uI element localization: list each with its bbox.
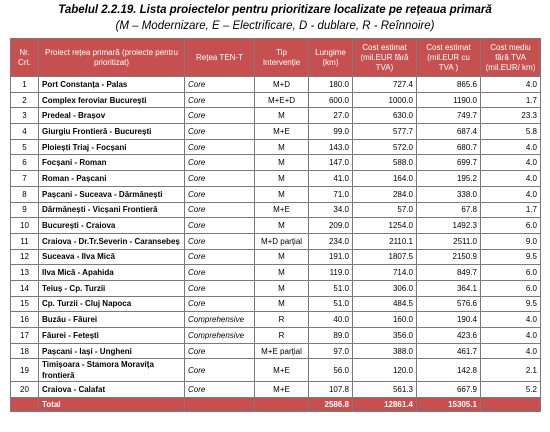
cell-tip: M: [255, 296, 309, 312]
cell-cost-fara-tva: 57.0: [353, 202, 417, 218]
table-row: [11, 171, 541, 187]
cell-cost-mediu: 23.3: [481, 108, 541, 124]
table-row: [11, 382, 541, 398]
cell-cost-fara-tva: 284.0: [353, 186, 417, 202]
cell-cost-mediu: 4.0: [481, 139, 541, 155]
cell-cost-cu-tva: 461.7: [417, 343, 481, 359]
cell-lungime: 191.0: [309, 249, 353, 265]
cell-cost-fara-tva: 588.0: [353, 155, 417, 171]
cell-nr: 3: [11, 108, 39, 124]
cell-cost-mediu: 4.0: [481, 155, 541, 171]
cell-proiect: Port Constanța - Palas: [39, 77, 185, 93]
cell-cost-cu-tva: 849.7: [417, 265, 481, 281]
table-row: [11, 155, 541, 171]
cell-cost-mediu: 9.0: [481, 233, 541, 249]
cell-cost-fara-tva: 164.0: [353, 171, 417, 187]
cell-retea: Core: [185, 77, 255, 93]
cell-cost-mediu: 4.0: [481, 186, 541, 202]
cell-nr: 4: [11, 124, 39, 140]
cell-cost-cu-tva: 338.0: [417, 186, 481, 202]
cell-retea: Core: [185, 202, 255, 218]
cell-nr: 10: [11, 218, 39, 234]
total-tip: [255, 398, 309, 412]
cell-nr: 6: [11, 155, 39, 171]
table-row: [11, 359, 541, 382]
cell-retea: Core: [185, 280, 255, 296]
cell-cost-mediu: 4.0: [481, 171, 541, 187]
cell-tip: R: [255, 328, 309, 344]
header-retea: Rețea TEN-T: [185, 39, 255, 77]
cell-retea: Core: [185, 296, 255, 312]
cell-lungime: 107.8: [309, 382, 353, 398]
cell-lungime: 99.0: [309, 124, 353, 140]
cell-cost-cu-tva: 1492.3: [417, 218, 481, 234]
cell-tip: M: [255, 280, 309, 296]
cell-cost-cu-tva: 190.4: [417, 312, 481, 328]
cell-retea: Core: [185, 249, 255, 265]
cell-tip: M+E parțial: [255, 343, 309, 359]
header-cost-fara-tva: Cost estimat (mil.EUR fără TVA): [353, 39, 417, 77]
table-row: [11, 265, 541, 281]
total-nr: [11, 398, 39, 412]
table-row: [11, 124, 541, 140]
cell-tip: M+E: [255, 382, 309, 398]
cell-lungime: 71.0: [309, 186, 353, 202]
cell-lungime: 147.0: [309, 155, 353, 171]
cell-retea: Core: [185, 359, 255, 382]
cell-nr: 1: [11, 77, 39, 93]
cell-tip: M+E+D: [255, 92, 309, 108]
cell-proiect: Complex feroviar București: [39, 92, 185, 108]
cell-cost-fara-tva: 727.4: [353, 77, 417, 93]
cell-cost-cu-tva: 67.8: [417, 202, 481, 218]
cell-tip: M: [255, 108, 309, 124]
cell-cost-cu-tva: 687.4: [417, 124, 481, 140]
table-row: [11, 296, 541, 312]
cell-nr: 20: [11, 382, 39, 398]
cell-nr: 16: [11, 312, 39, 328]
header-nr: Nr. Crt.: [11, 39, 39, 77]
cell-proiect: Craiova - Calafat: [39, 382, 185, 398]
cell-lungime: 209.0: [309, 218, 353, 234]
cell-lungime: 143.0: [309, 139, 353, 155]
cell-cost-mediu: 5.2: [481, 382, 541, 398]
cell-cost-cu-tva: 680.7: [417, 139, 481, 155]
cell-proiect: București - Craiova: [39, 218, 185, 234]
cell-nr: 14: [11, 280, 39, 296]
cell-nr: 9: [11, 202, 39, 218]
cell-cost-fara-tva: 356.0: [353, 328, 417, 344]
cell-cost-cu-tva: 423.6: [417, 328, 481, 344]
cell-cost-fara-tva: 561.3: [353, 382, 417, 398]
cell-cost-mediu: 4.0: [481, 77, 541, 93]
table-row: [11, 343, 541, 359]
cell-retea: Core: [185, 186, 255, 202]
cell-tip: M: [255, 265, 309, 281]
cell-cost-fara-tva: 1807.5: [353, 249, 417, 265]
cell-proiect: Suceava - Ilva Mică: [39, 249, 185, 265]
cell-tip: M: [255, 155, 309, 171]
cell-cost-cu-tva: 699.7: [417, 155, 481, 171]
cell-cost-cu-tva: 142.8: [417, 359, 481, 382]
total-cost-cu-tva: 15305.1: [417, 398, 481, 412]
table-row: [11, 249, 541, 265]
cell-cost-fara-tva: 2110.1: [353, 233, 417, 249]
cell-cost-mediu: 5.8: [481, 124, 541, 140]
cell-lungime: 97.0: [309, 343, 353, 359]
cell-nr: 7: [11, 171, 39, 187]
cell-tip: M: [255, 218, 309, 234]
header-tip: Tip Intervenție: [255, 39, 309, 77]
cell-lungime: 40.0: [309, 312, 353, 328]
table-row: [11, 186, 541, 202]
cell-nr: 5: [11, 139, 39, 155]
cell-cost-mediu: 4.0: [481, 328, 541, 344]
table-row: [11, 233, 541, 249]
cell-cost-fara-tva: 1254.0: [353, 218, 417, 234]
cell-cost-mediu: 9.5: [481, 296, 541, 312]
cell-nr: 15: [11, 296, 39, 312]
table-row: [11, 328, 541, 344]
cell-tip: M: [255, 186, 309, 202]
cell-cost-fara-tva: 120.0: [353, 359, 417, 382]
cell-cost-mediu: 2.1: [481, 359, 541, 382]
table-subtitle: (M – Modernizare, E – Electrificare, D - dublare, R - Reînnoire): [115, 20, 435, 32]
header-cost-cu-tva: Cost estimat (mil.EUR cu TVA ): [417, 39, 481, 77]
projects-table: [10, 38, 541, 412]
cell-proiect: Focșani - Roman: [39, 155, 185, 171]
cell-cost-cu-tva: 2511.0: [417, 233, 481, 249]
cell-nr: 18: [11, 343, 39, 359]
cell-cost-fara-tva: 160.0: [353, 312, 417, 328]
cell-cost-cu-tva: 667.9: [417, 382, 481, 398]
cell-nr: 12: [11, 249, 39, 265]
table-row: [11, 280, 541, 296]
header-row: [11, 39, 541, 77]
cell-cost-fara-tva: 714.0: [353, 265, 417, 281]
table-row: [11, 312, 541, 328]
cell-lungime: 34.0: [309, 202, 353, 218]
cell-cost-cu-tva: 749.7: [417, 108, 481, 124]
cell-retea: Core: [185, 343, 255, 359]
cell-nr: 17: [11, 328, 39, 344]
table-row: [11, 108, 541, 124]
cell-cost-mediu: 1.7: [481, 202, 541, 218]
cell-proiect: Ploiești Triaj - Focșani: [39, 139, 185, 155]
cell-cost-fara-tva: 306.0: [353, 280, 417, 296]
total-cost-mediu: [481, 398, 541, 412]
cell-lungime: 51.0: [309, 296, 353, 312]
cell-tip: M: [255, 171, 309, 187]
cell-tip: M: [255, 249, 309, 265]
cell-retea: Core: [185, 382, 255, 398]
cell-proiect: Pașcani - Suceava - Dărmănești: [39, 186, 185, 202]
cell-nr: 19: [11, 359, 39, 382]
cell-cost-fara-tva: 630.0: [353, 108, 417, 124]
cell-nr: 2: [11, 92, 39, 108]
table-row: [11, 202, 541, 218]
cell-lungime: 56.0: [309, 359, 353, 382]
header-lungime: Lungime (km): [309, 39, 353, 77]
cell-cost-cu-tva: 195.2: [417, 171, 481, 187]
cell-cost-fara-tva: 388.0: [353, 343, 417, 359]
header-cost-mediu: Cost mediu fără TVA (mil.EUR/ km): [481, 39, 541, 77]
cell-proiect: Pașcani - Iași - Ungheni: [39, 343, 185, 359]
cell-retea: Comprehensive: [185, 328, 255, 344]
cell-cost-cu-tva: 364.1: [417, 280, 481, 296]
total-retea: [185, 398, 255, 412]
cell-tip: M+D: [255, 77, 309, 93]
cell-lungime: 180.0: [309, 77, 353, 93]
cell-cost-mediu: 1.7: [481, 92, 541, 108]
cell-nr: 13: [11, 265, 39, 281]
cell-retea: Core: [185, 171, 255, 187]
cell-tip: M+D parțial: [255, 233, 309, 249]
cell-cost-fara-tva: 577.7: [353, 124, 417, 140]
cell-lungime: 41.0: [309, 171, 353, 187]
cell-retea: Core: [185, 218, 255, 234]
table-title: Tabelul 2.2.19. Lista proiectelor pentru prioritizare localizate pe rețeaua primară: [58, 4, 492, 16]
cell-retea: Core: [185, 155, 255, 171]
cell-retea: Core: [185, 108, 255, 124]
cell-cost-mediu: 4.0: [481, 312, 541, 328]
cell-tip: M+E: [255, 202, 309, 218]
cell-retea: Core: [185, 92, 255, 108]
cell-cost-mediu: 9.5: [481, 249, 541, 265]
total-cost-fara-tva: 12861.4: [353, 398, 417, 412]
cell-lungime: 27.0: [309, 108, 353, 124]
cell-cost-fara-tva: 572.0: [353, 139, 417, 155]
cell-cost-mediu: 6.0: [481, 265, 541, 281]
total-row: [11, 398, 541, 412]
cell-nr: 8: [11, 186, 39, 202]
cell-cost-fara-tva: 1000.0: [353, 92, 417, 108]
cell-proiect: Predeal - Brașov: [39, 108, 185, 124]
cell-tip: M+E: [255, 359, 309, 382]
cell-nr: 11: [11, 233, 39, 249]
cell-tip: M+E: [255, 124, 309, 140]
cell-proiect: Giurgiu Frontieră - București: [39, 124, 185, 140]
table-row: [11, 218, 541, 234]
cell-proiect: Buzău - Făurei: [39, 312, 185, 328]
cell-proiect: Craiova - Dr.Tr.Severin - Caransebeș: [39, 233, 185, 249]
cell-proiect: Teiuș - Cp. Turzii: [39, 280, 185, 296]
cell-retea: Core: [185, 233, 255, 249]
cell-cost-cu-tva: 2150.9: [417, 249, 481, 265]
cell-cost-mediu: 6.0: [481, 218, 541, 234]
cell-retea: Core: [185, 265, 255, 281]
cell-proiect: Dărmănești - Vicșani Frontieră: [39, 202, 185, 218]
cell-lungime: 600.0: [309, 92, 353, 108]
cell-proiect: Timișoara - Stamora Moravița frontieră: [39, 359, 185, 382]
cell-lungime: 119.0: [309, 265, 353, 281]
cell-cost-mediu: 4.0: [481, 343, 541, 359]
cell-retea: Comprehensive: [185, 312, 255, 328]
total-label: Total: [39, 398, 185, 412]
table-row: [11, 92, 541, 108]
cell-tip: M: [255, 139, 309, 155]
cell-tip: R: [255, 312, 309, 328]
cell-cost-fara-tva: 484.5: [353, 296, 417, 312]
cell-lungime: 51.0: [309, 280, 353, 296]
header-proiect: Proiect rețea primară (proiecte pentru prioritizat): [39, 39, 185, 77]
cell-retea: Core: [185, 124, 255, 140]
cell-lungime: 89.0: [309, 328, 353, 344]
table-row: [11, 139, 541, 155]
cell-cost-cu-tva: 865.6: [417, 77, 481, 93]
cell-proiect: Făurei - Fetești: [39, 328, 185, 344]
total-lungime: 2586.8: [309, 398, 353, 412]
table-body: [11, 77, 541, 398]
table-row: [11, 77, 541, 93]
cell-lungime: 234.0: [309, 233, 353, 249]
cell-proiect: Cp. Turzii - Cluj Napoca: [39, 296, 185, 312]
cell-proiect: Ilva Mică - Apahida: [39, 265, 185, 281]
cell-retea: Core: [185, 139, 255, 155]
cell-cost-cu-tva: 1190.0: [417, 92, 481, 108]
cell-cost-cu-tva: 576.6: [417, 296, 481, 312]
cell-cost-mediu: 6.0: [481, 280, 541, 296]
cell-proiect: Roman - Pașcani: [39, 171, 185, 187]
